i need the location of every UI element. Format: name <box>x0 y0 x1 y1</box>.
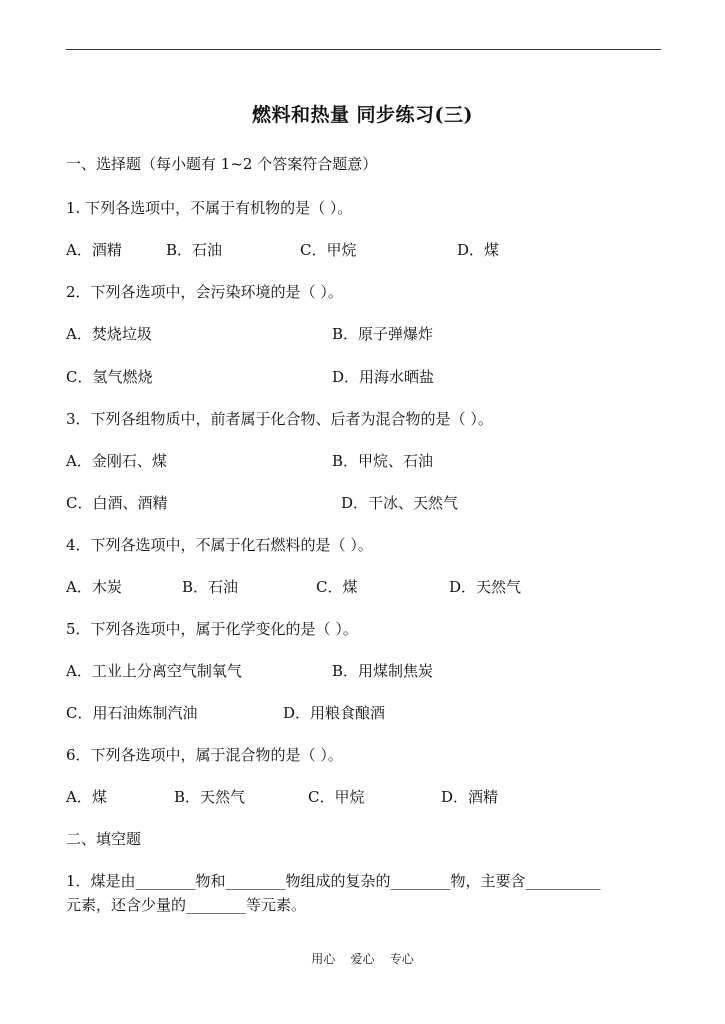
question-6-option-c: C．甲烷 <box>308 788 365 806</box>
question-4-option-c: C．煤 <box>316 578 358 596</box>
question-3-stem: 3．下列各组物质中，前者属于化合物、后者为混合物的是（ ）。 <box>66 410 493 428</box>
question-6-stem: 6．下列各选项中，属于混合物的是（ ）。 <box>66 746 343 764</box>
question-1-option-b: B．石油 <box>166 241 223 259</box>
question-1-option-c: C．甲烷 <box>300 241 357 259</box>
question-2-option-c: C．氢气燃烧 <box>66 368 153 386</box>
question-3-option-b: B．甲烷、石油 <box>332 452 434 470</box>
section-heading-fill: 二、填空题 <box>66 830 142 848</box>
question-5-option-b: B．用煤制焦炭 <box>332 662 434 680</box>
question-5-option-a: A．工业上分离空气制氧气 <box>66 662 242 680</box>
question-4-stem: 4．下列各选项中，不属于化石燃料的是（ ）。 <box>66 536 373 554</box>
page-footer: 用心 爱心 专心 <box>311 952 414 966</box>
question-2-stem: 2．下列各选项中，会污染环境的是（ ）。 <box>66 283 343 301</box>
question-1-option-d: D．煤 <box>457 241 500 259</box>
fill-question-1-line-1: 1．煤是由________物和________物组成的复杂的________物，主要含__________ <box>66 872 601 890</box>
question-5-option-c: C．用石油炼制汽油 <box>66 704 198 722</box>
page-title: 燃料和热量 同步练习(三) <box>251 104 474 126</box>
question-4-option-d: D．天然气 <box>449 578 522 596</box>
question-3-option-d: D．干冰、天然气 <box>341 494 459 512</box>
fill-question-1-line-2: 元素，还含少量的________等元素。 <box>66 896 307 914</box>
question-6-option-a: A．煤 <box>66 788 107 806</box>
question-5-option-d: D．用粮食酿酒 <box>283 704 386 722</box>
question-1-option-a: A．酒精 <box>66 241 122 259</box>
question-5-stem: 5．下列各选项中，属于化学变化的是（ ）。 <box>66 620 358 638</box>
question-3-option-a: A．金刚石、煤 <box>66 452 167 470</box>
question-2-option-d: D．用海水晒盐 <box>332 368 435 386</box>
question-1-stem: 1. 下列各选项中，不属于有机物的是（ ）。 <box>66 199 353 217</box>
question-6-option-d: D．酒精 <box>441 788 499 806</box>
question-4-option-a: A．木炭 <box>66 578 122 596</box>
question-2-option-a: A．焚烧垃圾 <box>66 325 152 343</box>
question-4-option-b: B．石油 <box>182 578 239 596</box>
question-2-option-b: B．原子弹爆炸 <box>332 325 434 343</box>
question-3-option-c: C．白酒、酒精 <box>66 494 168 512</box>
question-6-option-b: B．天然气 <box>174 788 246 806</box>
header-rule <box>66 49 661 50</box>
section-heading-choice: 一、选择题（每小题有 1~2 个答案符合题意） <box>66 155 378 173</box>
